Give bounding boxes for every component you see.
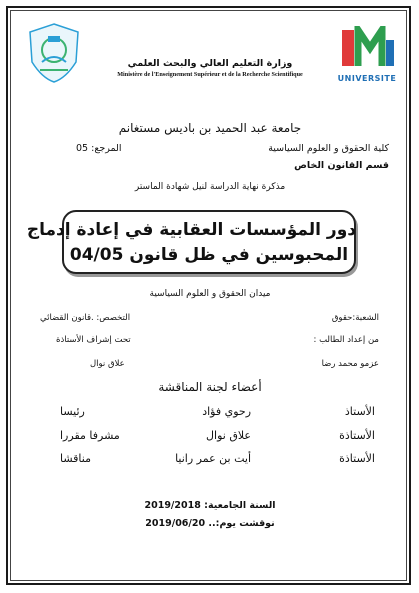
academic-year-value: 2019/2018	[144, 500, 201, 511]
defense-date	[110, 518, 310, 529]
committee-member-name: رحوي فؤاد	[202, 405, 251, 418]
academic-year	[110, 500, 310, 511]
university-emblem-icon	[26, 22, 82, 84]
department-name: قسم القانون الخاص	[294, 160, 389, 171]
committee-member-role: مناقشا	[60, 452, 91, 465]
student-name: عزمو محمد رضا	[321, 359, 379, 369]
thesis-type: مذكرة نهاية الدراسة لنيل شهادة الماستر	[134, 182, 286, 192]
academic-year-label: السنة الجامعية:	[204, 500, 276, 511]
field-of-study: ميدان الحقوق و العلوم السياسية	[149, 289, 271, 299]
branch: الشعبة:حقوق	[331, 313, 379, 323]
ministry-french: Ministère de l'Enseignement Supérieur et de la Recherche Scientifique	[117, 71, 303, 78]
committee-member-title: الأستاذة	[339, 429, 375, 442]
universite-logo	[336, 26, 398, 84]
reference-number: المرجع: 05	[76, 143, 122, 154]
committee-member-title: الأستاذة	[339, 452, 375, 465]
committee-heading: أعضاء لجنة المناقشة	[158, 380, 262, 394]
committee-member-name: علاق نوال	[206, 429, 251, 442]
defense-date-label: نوقشت يوم:..	[208, 518, 275, 529]
thesis-title-line1: دور المؤسسات العقابية في إعادة إدماج	[26, 220, 356, 240]
committee-member-name: أيت بن عمر رانيا	[175, 452, 251, 465]
faculty-name: كلية الحقوق و العلوم السياسية	[268, 143, 389, 154]
committee-member-role: رئيسا	[60, 405, 85, 418]
universite-logo-icon	[336, 26, 398, 70]
logo-caption: UNIVERSITE	[337, 74, 397, 83]
prepared-by-label: من إعداد الطالب :	[313, 335, 379, 345]
committee-member-role: مشرفا مقررا	[60, 429, 120, 442]
supervisor-name: علاق نوال	[90, 359, 125, 369]
ministry-arabic: وزارة التعليم العالي والبحث العلمي	[127, 58, 293, 69]
supervised-by-label: تحت إشراف الأستاذة	[56, 335, 131, 345]
thesis-title-line2: المحبوسين في ظل قانون 04/05	[69, 245, 349, 265]
defense-date-value: 2019/06/20	[145, 518, 206, 529]
university-name: جامعة عبد الحميد بن باديس مستغانم	[118, 121, 302, 135]
specialty: التخصص: .قانون القضائي	[40, 313, 131, 323]
committee-member-title: الأستاذ	[344, 405, 375, 418]
